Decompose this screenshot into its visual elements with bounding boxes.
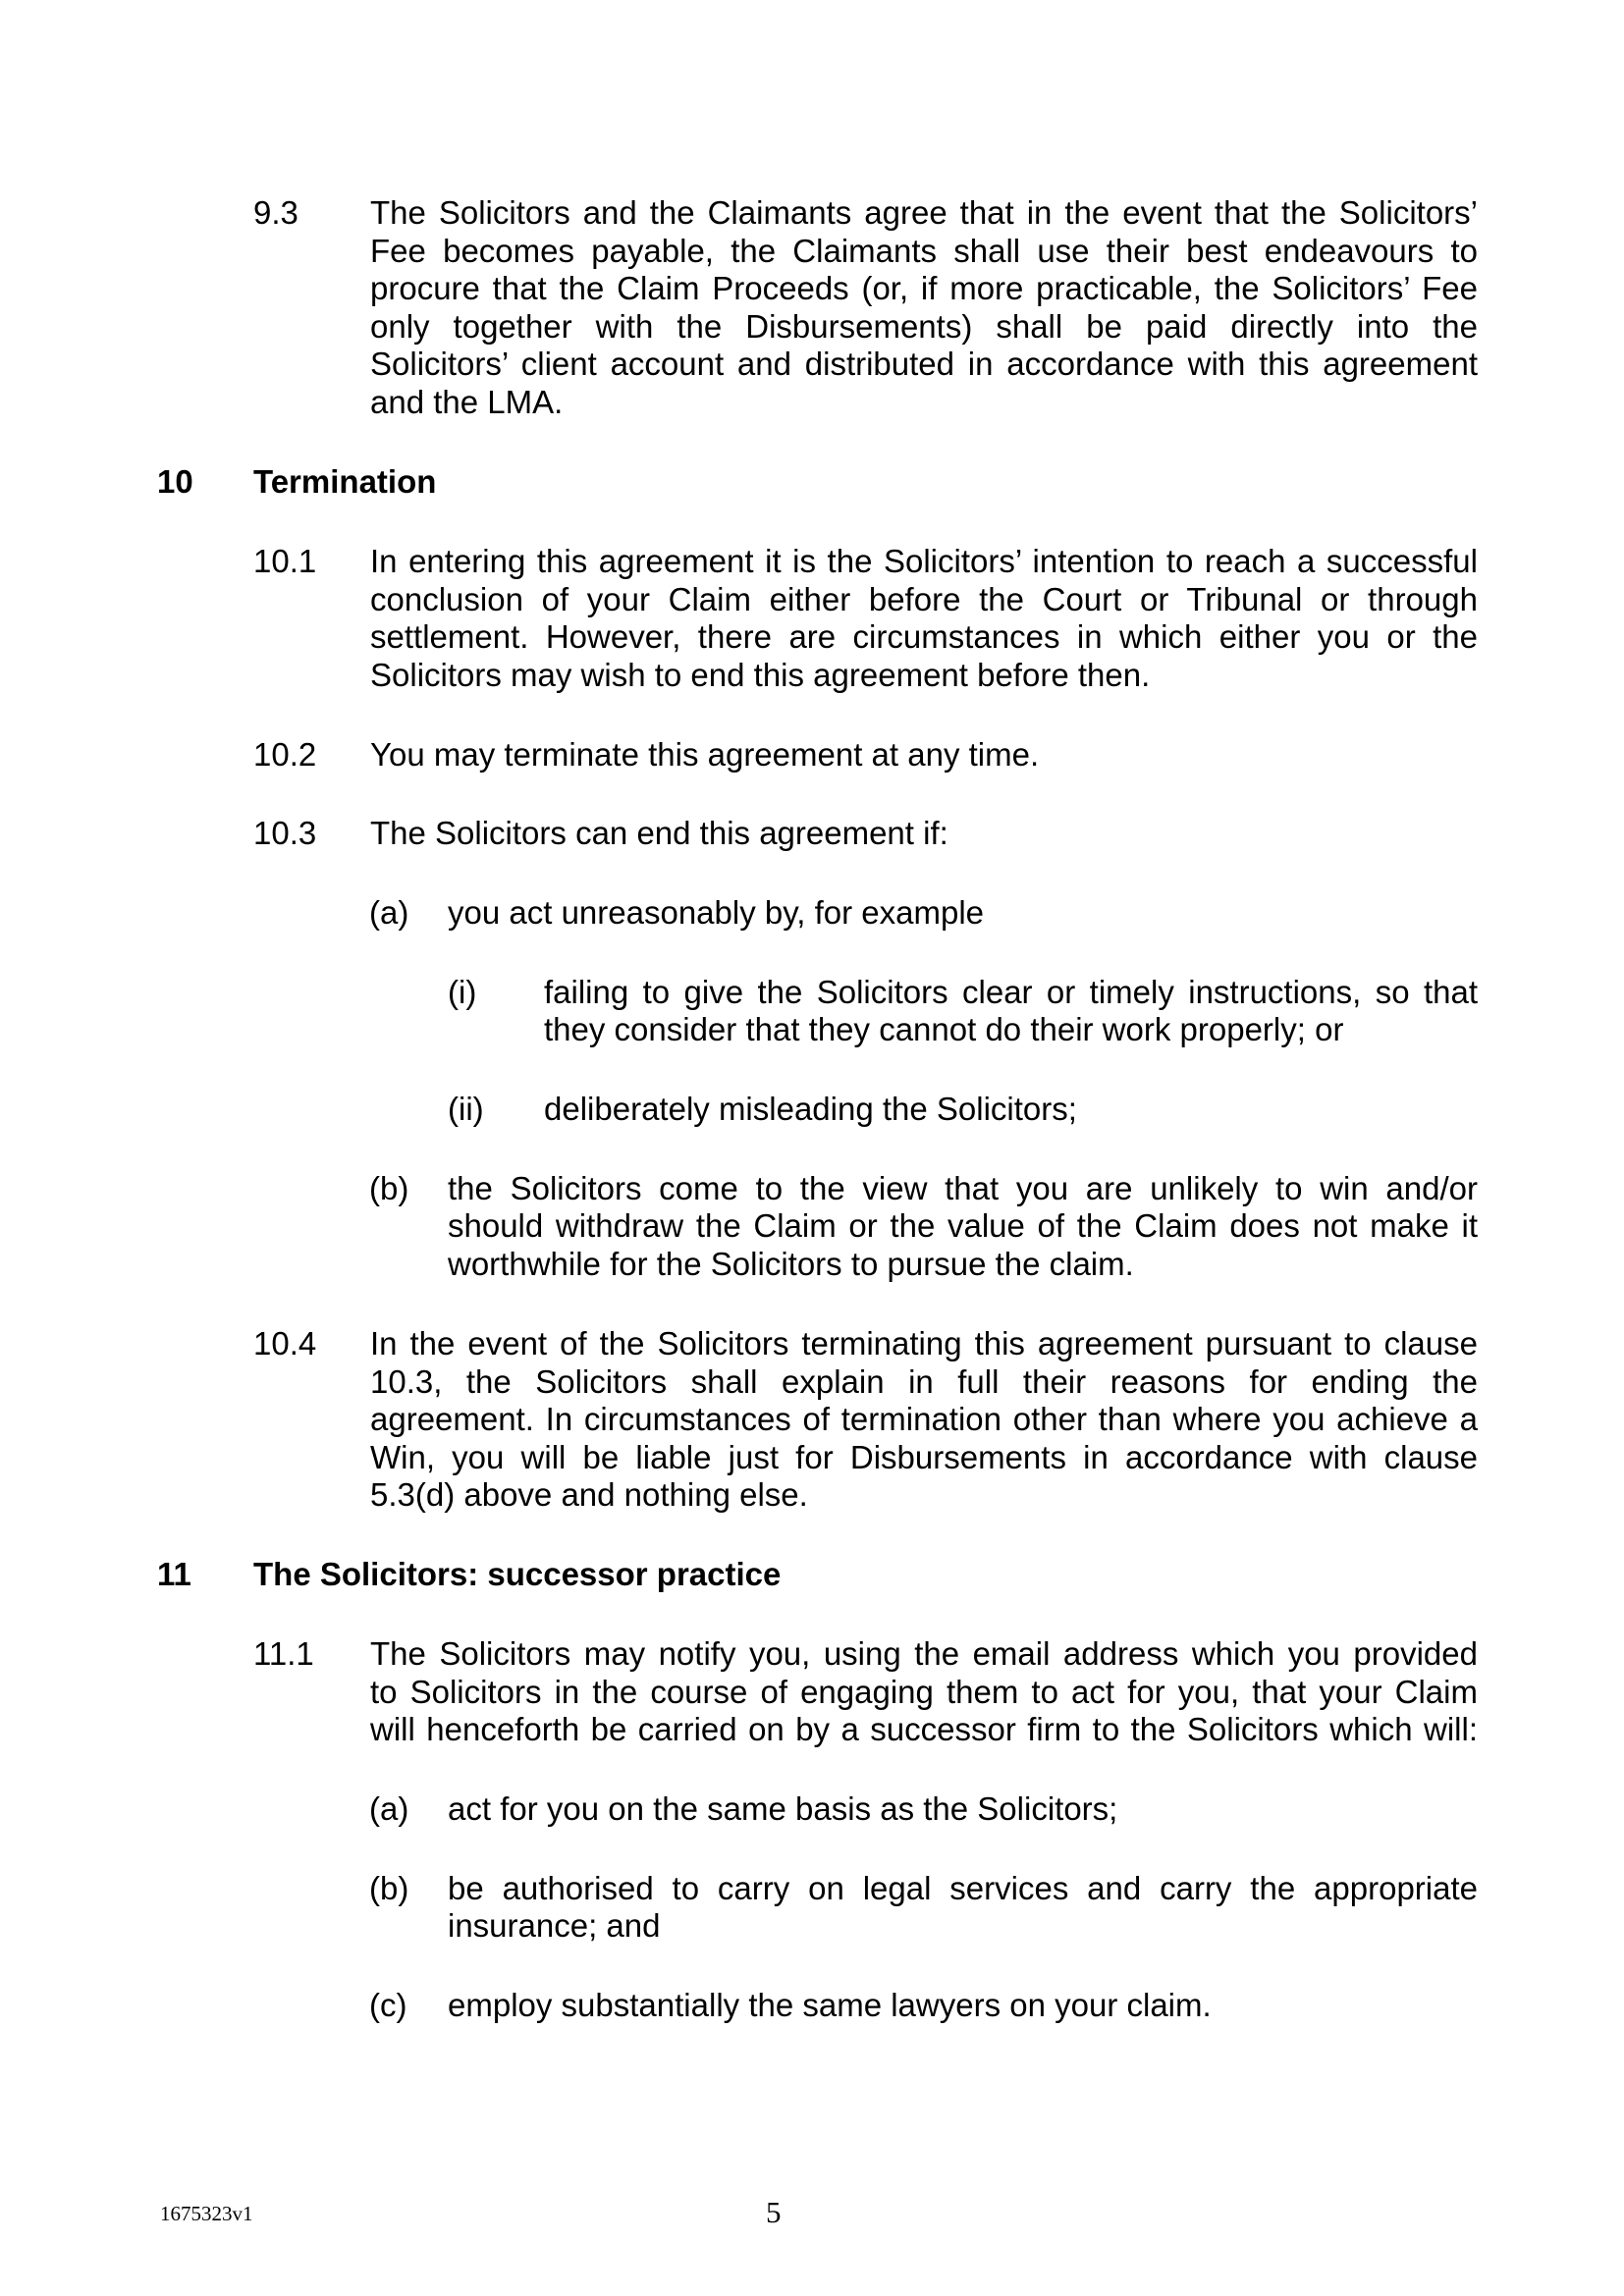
subclause-label: (a): [369, 894, 409, 931]
clause-10-4-line: 5.3(d) above and nothing else.: [370, 1476, 808, 1513]
clause-10-3-a-i-line: they consider that they cannot do their work properly; or: [544, 1011, 1344, 1047]
section-number: 11: [157, 1556, 191, 1592]
subclause-label: (c): [369, 1987, 407, 2023]
clause-10-1-line: Solicitors may wish to end this agreement before then.: [370, 657, 1151, 693]
clause-10-3-a-ii-text: deliberately misleading the Solicitors;: [544, 1091, 1077, 1127]
clause-number: 10.4: [253, 1325, 317, 1362]
clause-11-1-line: will henceforth be carried on by a successor firm to the Solicitors which will:: [370, 1711, 1478, 1747]
clause-10-4-line: agreement. In circumstances of termination other than where you achieve a: [370, 1401, 1478, 1437]
clause-10-3-b-line: the Solicitors come to the view that you are unlikely to win and/or: [448, 1170, 1478, 1206]
section-number: 10: [157, 463, 193, 500]
document-reference: 1675323v1: [160, 2202, 253, 2225]
clause-9-3-line: The Solicitors and the Claimants agree that in the event that the Solicitors’: [370, 194, 1478, 231]
clause-10-4-line: In the event of the Solicitors terminating this agreement pursuant to clause: [370, 1325, 1478, 1362]
clause-10-1-line: In entering this agreement it is the Solicitors’ intention to reach a successful: [370, 543, 1478, 579]
section-title: Termination: [253, 463, 437, 500]
clause-10-3-b-line: worthwhile for the Solicitors to pursue the claim.: [448, 1246, 1134, 1282]
clause-number: 10.3: [253, 815, 317, 851]
clause-11-1-a-text: act for you on the same basis as the Solicitors;: [448, 1790, 1118, 1827]
clause-9-3-line: procure that the Claim Proceeds (or, if more practicable, the Solicitors’ Fee: [370, 270, 1478, 306]
clause-10-2-text: You may terminate this agreement at any time.: [370, 736, 1040, 773]
clause-9-3-line: Fee becomes payable, the Claimants shall use their best endeavours to: [370, 233, 1478, 269]
subclause-label: (b): [369, 1170, 409, 1206]
clause-number: 10.2: [253, 736, 317, 773]
subclause-label: (a): [369, 1790, 409, 1827]
subclause-label: (ii): [448, 1091, 484, 1127]
clause-number: 11.1: [253, 1635, 314, 1672]
clause-11-1-line: to Solicitors in the course of engaging them to act for you, that your Claim: [370, 1674, 1478, 1710]
clause-11-1-b-line: insurance; and: [448, 1907, 661, 1944]
subclause-label: (i): [448, 974, 477, 1010]
clause-10-1-line: conclusion of your Claim either before the Court or Tribunal or through: [370, 581, 1478, 617]
clause-11-1-line: The Solicitors may notify you, using the email address which you provided: [370, 1635, 1478, 1672]
clause-number: 10.1: [253, 543, 317, 579]
page-number: 5: [766, 2195, 782, 2229]
clause-10-1-line: settlement. However, there are circumstances in which either you or the: [370, 618, 1478, 655]
clause-10-3-a-text: you act unreasonably by, for example: [448, 894, 985, 931]
clause-10-3-text: The Solicitors can end this agreement if:: [370, 815, 948, 851]
clause-9-3-line: only together with the Disbursements) shall be paid directly into the: [370, 308, 1478, 345]
subclause-label: (b): [369, 1870, 409, 1906]
clause-10-3-a-i-line: failing to give the Solicitors clear or timely instructions, so that: [544, 974, 1478, 1010]
clause-number: 9.3: [253, 194, 298, 231]
clause-9-3-line: and the LMA.: [370, 384, 564, 420]
clause-11-1-c-text: employ substantially the same lawyers on your claim.: [448, 1987, 1212, 2023]
clause-9-3-line: Solicitors’ client account and distributed in accordance with this agreement: [370, 346, 1478, 382]
clause-11-1-b-line: be authorised to carry on legal services and carry the appropriate: [448, 1870, 1478, 1906]
clause-10-3-b-line: should withdraw the Claim or the value of the Claim does not make it: [448, 1207, 1478, 1244]
section-title: The Solicitors: successor practice: [253, 1556, 782, 1592]
clause-10-4-line: Win, you will be liable just for Disbursements in accordance with clause: [370, 1439, 1478, 1475]
clause-10-4-line: 10.3, the Solicitors shall explain in full their reasons for ending the: [370, 1363, 1478, 1400]
